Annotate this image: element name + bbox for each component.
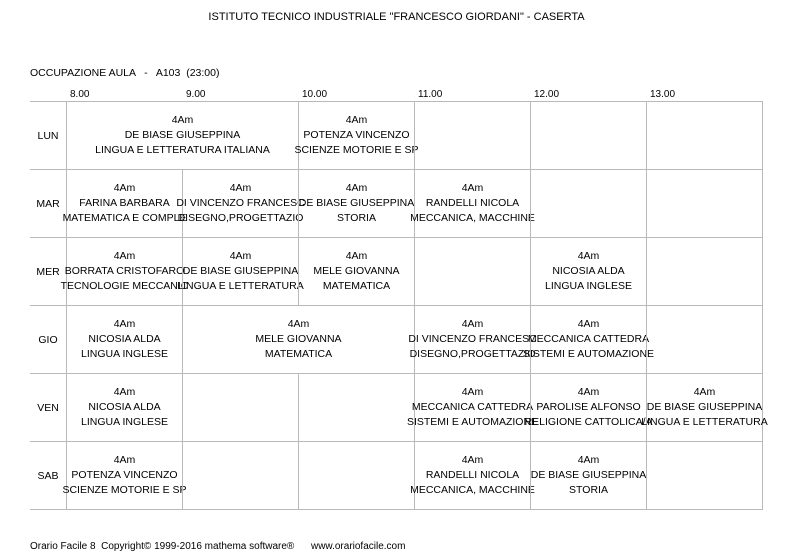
- day-label: VEN: [30, 373, 66, 441]
- lesson-subject: RELIGIONE CATTOLICA/A: [524, 416, 653, 428]
- lesson-subject: MECCANICA, MACCHINE: [410, 212, 535, 224]
- lesson-teacher: NICOSIA ALDA: [88, 333, 161, 345]
- lesson-teacher: DI VINCENZO FRANCESC: [176, 197, 305, 209]
- empty-cell: [646, 237, 762, 305]
- lesson-teacher: DE BIASE GIUSEPPINA: [124, 129, 241, 141]
- lesson-class: 4Am: [461, 454, 484, 466]
- hour-label: 11.00: [418, 89, 443, 100]
- empty-cell: [646, 441, 762, 509]
- lesson-class: 4Am: [287, 318, 310, 330]
- hour-label: 10.00: [302, 89, 328, 100]
- lesson-cell: [530, 237, 646, 305]
- lesson-subject: STORIA: [337, 212, 376, 224]
- lesson-subject: MECCANICA, MACCHINE: [410, 484, 535, 496]
- lesson-cell: [182, 305, 414, 373]
- room-occupancy-subtitle: OCCUPAZIONE AULA - A103 (23:00): [30, 67, 220, 79]
- lesson-teacher: MECCANICA CATTEDRA: [411, 401, 534, 413]
- timetable-grid: [30, 101, 768, 510]
- lesson-teacher: DE BIASE GIUSEPPINA: [530, 469, 647, 481]
- lesson-class: 4Am: [113, 182, 136, 194]
- lesson-subject: SISTEMI E AUTOMAZIONE: [406, 416, 539, 428]
- lesson-teacher: BORRATA CRISTOFARO: [64, 265, 185, 277]
- lesson-cell: [530, 441, 646, 509]
- lesson-class: 4Am: [577, 318, 600, 330]
- lesson-teacher: MECCANICA CATTEDRA: [527, 333, 650, 345]
- lesson-class: 4Am: [113, 250, 136, 262]
- day-label: MER: [30, 237, 66, 305]
- lesson-subject: DISEGNO,PROGETTAZIO: [409, 348, 536, 360]
- lesson-teacher: POTENZA VINCENZO: [71, 469, 178, 481]
- lesson-teacher: RANDELLI NICOLA: [425, 197, 520, 209]
- empty-cell: [414, 237, 530, 305]
- lesson-class: 4Am: [577, 386, 600, 398]
- lesson-cell: [62, 441, 187, 509]
- lesson-subject: SCIENZE MOTORIE E SP: [62, 484, 187, 496]
- lesson-cell: [294, 101, 419, 169]
- hour-label: 8.00: [70, 89, 90, 100]
- day-label: MAR: [30, 169, 66, 237]
- day-label: SAB: [30, 441, 66, 509]
- day-label: GIO: [30, 305, 66, 373]
- lesson-subject: SISTEMI E AUTOMAZIONE: [522, 348, 655, 360]
- hour-label: 13.00: [650, 89, 676, 100]
- lesson-class: 4Am: [171, 114, 194, 126]
- lesson-teacher: NICOSIA ALDA: [88, 401, 161, 413]
- lesson-class: 4Am: [113, 318, 136, 330]
- lesson-teacher: NICOSIA ALDA: [552, 265, 625, 277]
- lesson-teacher: DI VINCENZO FRANCESC: [408, 333, 537, 345]
- lesson-teacher: MELE GIOVANNA: [313, 265, 400, 277]
- footer-copyright: Orario Facile 8 Copyright© 1999-2016 mathema software® www.orariofacile.com: [30, 541, 406, 552]
- hour-label: 9.00: [186, 89, 206, 100]
- lesson-subject: LINGUA E LETTERATURA: [641, 416, 768, 428]
- lesson-subject: LINGUA E LETTERATURA ITALIANA: [95, 144, 270, 156]
- lesson-cell: [524, 373, 653, 441]
- lesson-teacher: DE BIASE GIUSEPPINA: [646, 401, 763, 413]
- lesson-class: 4Am: [113, 454, 136, 466]
- empty-cell: [298, 441, 414, 509]
- lesson-cell: [60, 237, 189, 305]
- empty-cell: [530, 169, 646, 237]
- lesson-subject: LINGUA INGLESE: [545, 280, 632, 292]
- lesson-cell: [177, 237, 304, 305]
- lesson-class: 4Am: [693, 386, 716, 398]
- lesson-teacher: POTENZA VINCENZO: [303, 129, 410, 141]
- lesson-class: 4Am: [113, 386, 136, 398]
- empty-cell: [298, 373, 414, 441]
- lesson-teacher: PAROLISE ALFONSO: [536, 401, 641, 413]
- lesson-class: 4Am: [345, 182, 368, 194]
- lesson-subject: MATEMATICA: [264, 348, 333, 360]
- lesson-class: 4Am: [461, 182, 484, 194]
- lesson-class: 4Am: [229, 250, 252, 262]
- empty-cell: [646, 101, 762, 169]
- lesson-cell: [641, 373, 768, 441]
- lesson-cell: [298, 237, 414, 305]
- lesson-class: 4Am: [461, 386, 484, 398]
- lesson-subject: LINGUA INGLESE: [81, 348, 168, 360]
- lesson-teacher: MELE GIOVANNA: [255, 333, 342, 345]
- lesson-cell: [66, 101, 298, 169]
- lesson-subject: MATEMATICA: [322, 280, 391, 292]
- hour-label: 12.00: [534, 89, 560, 100]
- lesson-cell: [408, 305, 537, 373]
- lesson-subject: STORIA: [569, 484, 608, 496]
- lesson-class: 4Am: [577, 454, 600, 466]
- lesson-subject: TECNOLOGIE MECCANIC: [60, 280, 189, 292]
- lesson-teacher: DE BIASE GIUSEPPINA: [182, 265, 299, 277]
- lesson-cell: [522, 305, 655, 373]
- lesson-class: 4Am: [345, 250, 368, 262]
- lesson-subject: LINGUA E LETTERATURA: [177, 280, 304, 292]
- lesson-cell: [66, 305, 182, 373]
- lesson-teacher: DE BIASE GIUSEPPINA: [298, 197, 415, 209]
- hour-header: [66, 89, 763, 101]
- empty-cell: [182, 373, 298, 441]
- lesson-class: 4Am: [577, 250, 600, 262]
- lesson-cell: [66, 373, 182, 441]
- lesson-class: 4Am: [461, 318, 484, 330]
- lesson-subject: DISEGNO,PROGETTAZIO: [177, 212, 304, 224]
- lesson-class: 4Am: [229, 182, 252, 194]
- empty-cell: [646, 305, 762, 373]
- lesson-subject: SCIENZE MOTORIE E SP: [294, 144, 419, 156]
- lesson-class: 4Am: [345, 114, 368, 126]
- lesson-cell: [176, 169, 305, 237]
- lesson-cell: [62, 169, 187, 237]
- lesson-subject: MATEMATICA E COMPLE: [62, 212, 187, 224]
- empty-cell: [182, 441, 298, 509]
- lesson-teacher: FARINA BARBARA: [79, 197, 170, 209]
- lesson-cell: [410, 441, 535, 509]
- lesson-cell: [298, 169, 414, 237]
- lesson-cell: [406, 373, 539, 441]
- empty-cell: [646, 169, 762, 237]
- lesson-teacher: RANDELLI NICOLA: [425, 469, 520, 481]
- lesson-cell: [410, 169, 535, 237]
- page-title: ISTITUTO TECNICO INDUSTRIALE "FRANCESCO GIORDANI" - CASERTA: [208, 11, 585, 23]
- day-label: LUN: [30, 101, 66, 169]
- empty-cell: [530, 101, 646, 169]
- lesson-subject: LINGUA INGLESE: [81, 416, 168, 428]
- empty-cell: [414, 101, 530, 169]
